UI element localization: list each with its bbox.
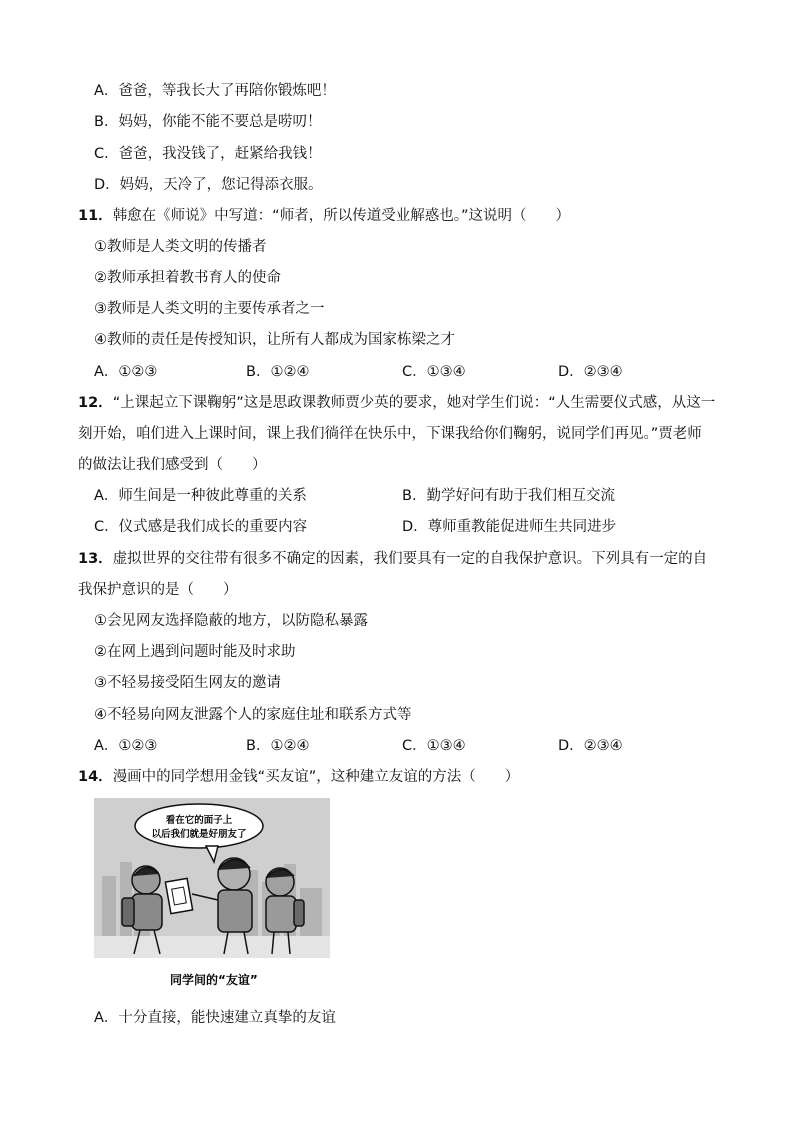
ground	[94, 936, 330, 958]
q12-choice-a: A．师生间是一种彼此尊重的关系	[94, 488, 307, 504]
prev-option-d: D．妈妈，天冷了，您记得添衣服。	[94, 177, 323, 193]
question-number: 13．	[78, 551, 113, 567]
q13-choice-a: A．①②③	[94, 738, 158, 754]
money-icon	[165, 878, 192, 913]
prev-option-a: A．爸爸，等我长大了再陪你锻炼吧！	[94, 83, 336, 99]
question-text: “上课起立下课鞠躬”这是思政课教师贾少英的要求，她对学生们说：“人生需要仪式感，从这一	[112, 395, 716, 411]
q11-item-3: ③教师是人类文明的主要传承者之一	[94, 301, 325, 317]
q11-choice-d: D．②③④	[558, 364, 623, 380]
prev-option-c: C．爸爸，我没钱了，赶紧给我钱！	[94, 146, 322, 162]
question-number: 11．	[78, 208, 113, 224]
question-14-stem	[78, 767, 519, 787]
question-13-stem-line-1	[78, 549, 707, 569]
q12-choice-d: D．尊师重教能促进师生共同进步	[402, 519, 617, 535]
question-number: 14．	[78, 769, 113, 785]
question-12-stem-line-1	[78, 393, 715, 413]
q13-item-4: ④不轻易向网友泄露个人的家庭住址和联系方式等	[94, 707, 412, 723]
question-text: 韩愈在《师说》中写道：“师者，所以传道受业解惑也。”这说明（ ）	[112, 208, 570, 224]
q13-item-3: ③不轻易接受陌生网友的邀请	[94, 675, 281, 691]
friendship-cartoon	[94, 798, 330, 996]
bubble-text-line-1: 看在它的面子上	[165, 815, 233, 826]
q14-choice-a: A．十分直接，能快速建立真挚的友谊	[94, 1010, 336, 1026]
q13-choice-d: D．②③④	[558, 738, 623, 754]
q13-item-1: ①会见网友选择隐蔽的地方，以防隐私暴露	[94, 613, 368, 629]
prev-option-b: B．妈妈，你能不能不要总是唠叨！	[94, 114, 322, 130]
q11-choice-c: C．①③④	[402, 364, 466, 380]
question-number: 12．	[78, 395, 113, 411]
q11-item-1: ①教师是人类文明的传播者	[94, 239, 267, 255]
question-text: 虚拟世界的交往带有很多不确定的因素，我们要具有一定的自我保护意识。下列具有一定的自	[112, 551, 708, 567]
cartoon-caption: 同学间的“友谊”	[170, 973, 258, 987]
q13-choice-b: B．①②④	[246, 738, 310, 754]
question-text: 漫画中的同学想用金钱“买友谊”，这种建立友谊的方法（ ）	[112, 769, 520, 785]
question-13-stem-line-2: 我保护意识的是（ ）	[78, 582, 238, 598]
q11-choice-b: B．①②④	[246, 364, 310, 380]
q11-item-2: ②教师承担着教书育人的使命	[94, 270, 281, 286]
q12-choice-c: C．仪式感是我们成长的重要内容	[94, 519, 308, 535]
bubble-text-line-2: 以后我们就是好朋友了	[151, 829, 247, 840]
q12-choice-b: B．勤学好问有助于我们相互交流	[402, 488, 615, 504]
question-11-stem	[78, 206, 570, 226]
question-12-stem-line-2: 刻开始，咱们进入上课时间，课上我们徜徉在快乐中，下课我给你们鞠躬，说同学们再见。”贾老师	[78, 426, 702, 442]
question-12-stem-line-3: 的做法让我们感受到（ ）	[78, 457, 267, 473]
q11-choice-a: A．①②③	[94, 364, 158, 380]
q13-item-2: ②在网上遇到问题时能及时求助	[94, 644, 296, 660]
q13-choice-c: C．①③④	[402, 738, 466, 754]
q11-item-4: ④教师的责任是传授知识，让所有人都成为国家栋梁之才	[94, 332, 455, 348]
